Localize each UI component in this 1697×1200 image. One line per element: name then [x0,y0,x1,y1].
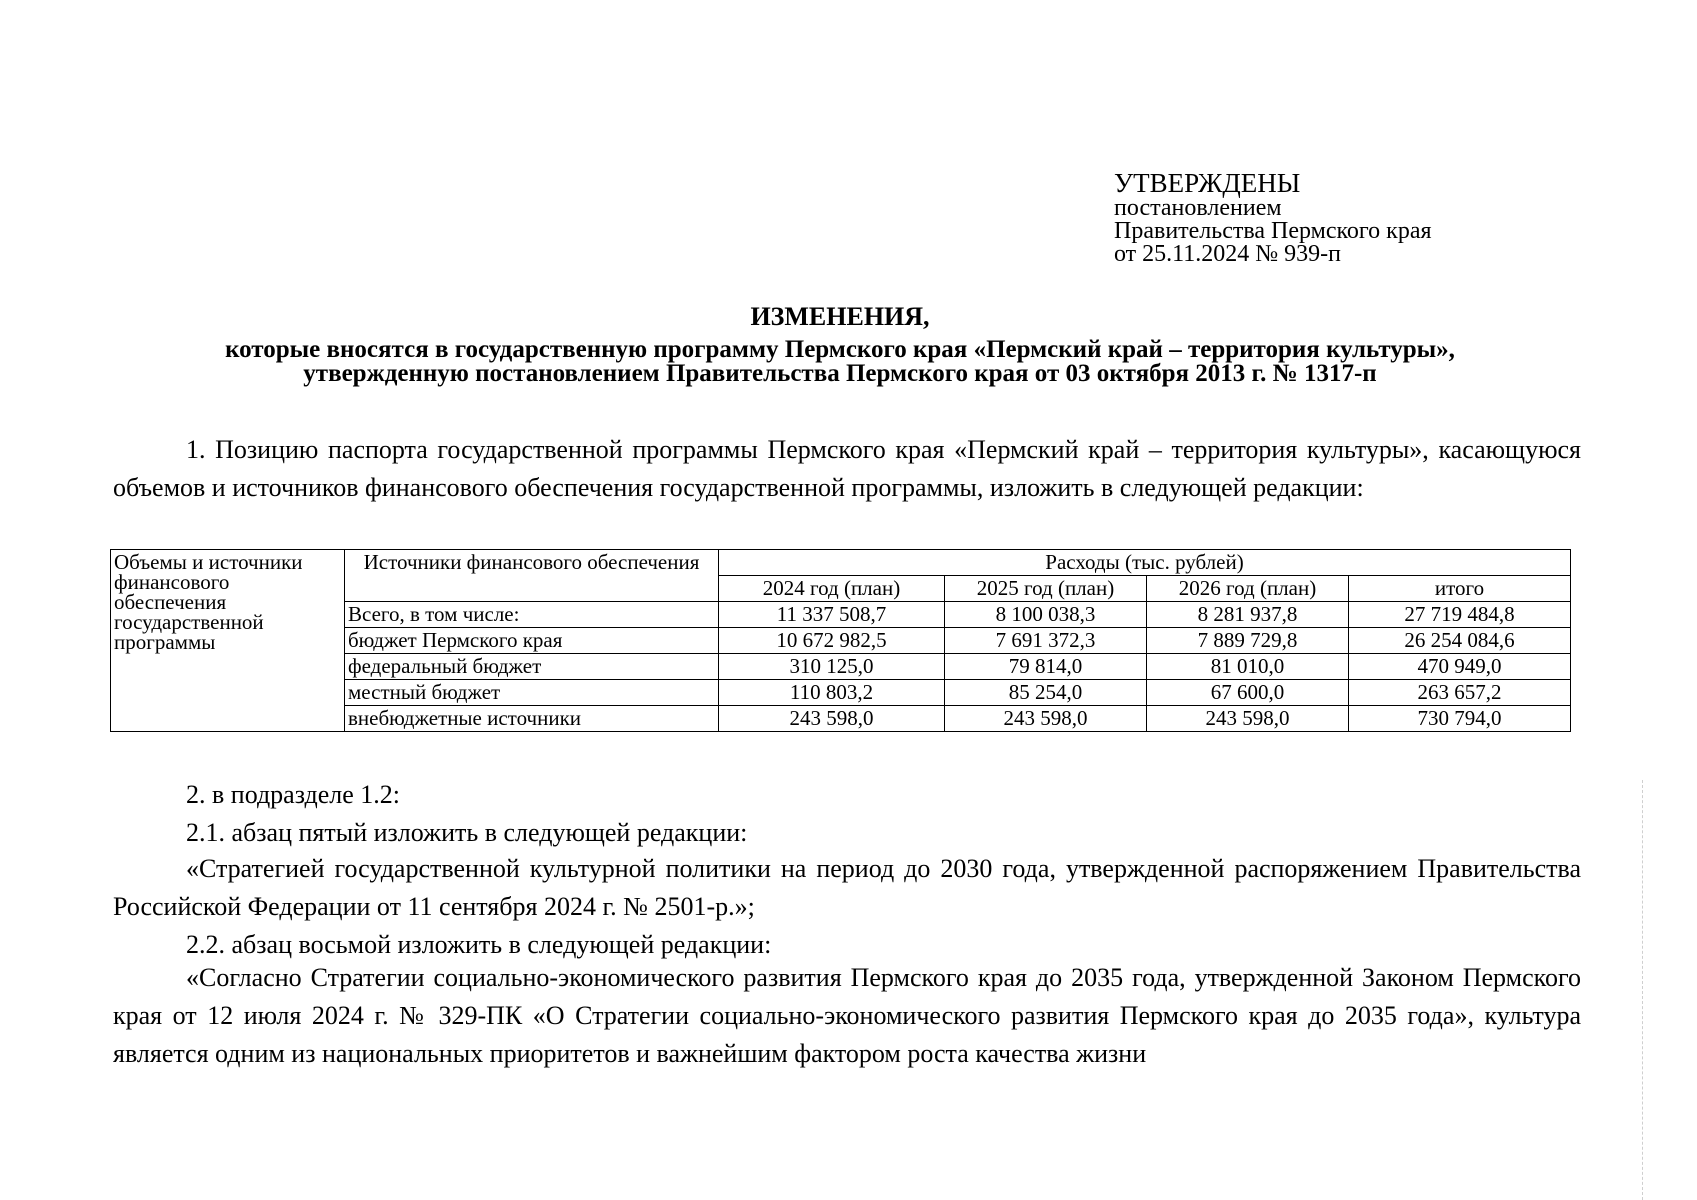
value-cell: 85 254,0 [945,680,1147,706]
table-header-row-1 [111,550,1571,576]
value-cell: 10 672 982,5 [719,628,945,654]
document-subtitle [110,338,1570,386]
paragraph-1-text: 1. Позицию паспорта государственной программы Пермского края «Пермский край – территория культуры», касающуюся объемов и источников финансового обеспечения государственной программы, изложить в следующей редакции: [113,435,1581,502]
source-cell: Всего, в том числе: [345,602,719,628]
paragraph-1 [113,431,1581,507]
column-header: 2026 год (план) [1147,576,1349,602]
value-cell: 263 657,2 [1349,680,1571,706]
value-cell: 11 337 508,7 [719,602,945,628]
value-cell: 27 719 484,8 [1349,602,1571,628]
source-cell: федеральный бюджет [345,654,719,680]
paragraph-2-2-text: «Согласно Стратегии социально-экономического развития Пермского края до 2035 года, утвержденной Законом Пермского края от 12 июля 2024 г. № 329-ПК «О Стратегии социально-экономического развития Пермского края до 2035 года», культура является одним из национальных приоритетов и важнейшим фактором роста качества жизни [113,963,1581,1068]
subtitle-line-1: которые вносятся в государственную программу Пермского края «Пермский край – территория культуры», [225,336,1455,363]
approval-block [1114,170,1432,266]
value-cell: 26 254 084,6 [1349,628,1571,654]
paragraph-2-1-text: «Стратегией государственной культурной политики на период до 2030 года, утвержденной распоряжением Правительства Российской Федерации от 11 сентября 2024 г. № 2501-р.»; [113,854,1581,921]
value-cell: 8 281 937,8 [1147,602,1349,628]
row-header-cell: Объемы и источники финансового обеспечения государственной программы [111,550,345,732]
paragraph-2-1 [113,850,1581,926]
source-cell: внебюджетные источники [345,706,719,732]
value-cell: 67 600,0 [1147,680,1349,706]
column-header: 2024 год (план) [719,576,945,602]
value-cell: 243 598,0 [719,706,945,732]
value-cell: 730 794,0 [1349,706,1571,732]
item-2: 2. в подразделе 1.2: [186,780,401,809]
column-header: итого [1349,576,1571,602]
value-cell: 243 598,0 [945,706,1147,732]
value-cell: 7 691 372,3 [945,628,1147,654]
paragraph-2-2 [113,959,1581,1073]
sources-header-cell: Источники финансового обеспечения [345,550,719,602]
item-2-2: 2.2. абзац восьмой изложить в следующей редакции: [186,930,772,959]
value-cell: 7 889 729,8 [1147,628,1349,654]
value-cell: 110 803,2 [719,680,945,706]
source-cell: бюджет Пермского края [345,628,719,654]
value-cell: 310 125,0 [719,654,945,680]
value-cell: 81 010,0 [1147,654,1349,680]
subtitle-line-2: утвержденную постановлением Правительства Пермского края от 03 октября 2013 г. № 1317-п [303,360,1377,387]
financing-table [110,549,1571,732]
value-cell: 470 949,0 [1349,654,1571,680]
approval-line-4: от 25.11.2024 № 939-п [1114,241,1342,267]
value-cell: 79 814,0 [945,654,1147,680]
item-2-1: 2.1. абзац пятый изложить в следующей редакции: [186,818,748,847]
scan-edge-mark [1642,780,1644,1200]
value-cell: 243 598,0 [1147,706,1349,732]
source-cell: местный бюджет [345,680,719,706]
column-header: 2025 год (план) [945,576,1147,602]
approval-line-3: Правительства Пермского края [1114,218,1432,244]
expenses-header-cell: Расходы (тыс. рублей) [719,550,1571,576]
approval-title: УТВЕРЖДЕНЫ [1114,168,1301,198]
value-cell: 8 100 038,3 [945,602,1147,628]
document-title: ИЗМЕНЕНИЯ, [750,302,930,331]
approval-line-2: постановлением [1114,195,1282,221]
